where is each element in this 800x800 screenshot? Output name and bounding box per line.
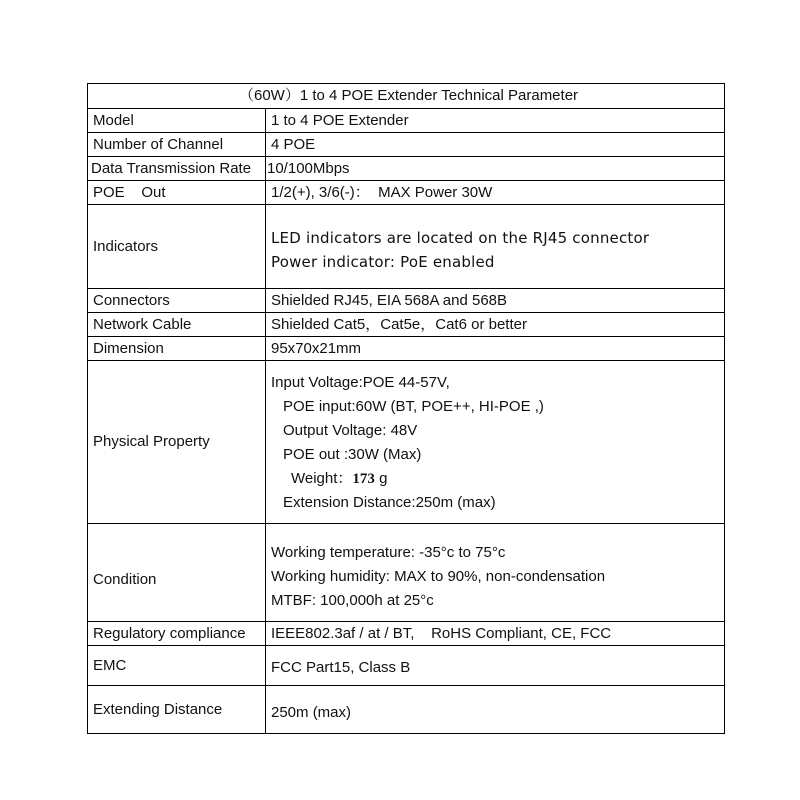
row-value: Shielded Cat5，Cat5e，Cat6 or better [266, 313, 725, 337]
row-label: Regulatory compliance [88, 622, 266, 646]
table-row [88, 337, 725, 361]
table-row [88, 313, 725, 337]
spec-table [87, 83, 725, 734]
row-label: Dimension [88, 337, 266, 361]
row-label: Model [88, 109, 266, 133]
row-value: IEEE802.3af / at / BT, RoHS Compliant, CE, FCC [266, 622, 725, 646]
table-row [88, 524, 725, 622]
physical-line: Extension Distance:250m (max) [283, 494, 496, 511]
weight-unit: g [374, 470, 388, 487]
row-value: 250m (max) [266, 686, 725, 734]
row-value: 10/100Mbps [266, 157, 725, 181]
row-value: FCC Part15, Class B [266, 646, 725, 686]
row-label: POE Out [88, 181, 266, 205]
row-label: Data Transmission Rate [88, 157, 266, 181]
row-value: 1/2(+), 3/6(-)： MAX Power 30W [266, 181, 725, 205]
row-label: Indicators [88, 205, 266, 289]
row-label: Number of Channel [88, 133, 266, 157]
weight-label: Weight： [291, 470, 353, 487]
row-label: Condition [88, 524, 266, 622]
table-row [88, 205, 725, 289]
table-row [88, 109, 725, 133]
row-label: Connectors [88, 289, 266, 313]
row-label: EMC [88, 646, 266, 686]
weight-line [271, 467, 724, 491]
table-row [88, 289, 725, 313]
condition-line: MTBF: 100,000h at 25°c [271, 591, 434, 609]
row-value: 95x70x21mm [266, 337, 725, 361]
weight-value: 173 [352, 471, 375, 487]
row-value [266, 205, 725, 289]
physical-line: Output Voltage: 48V [283, 422, 418, 439]
table-row [88, 157, 725, 181]
physical-line: POE out :30W (Max) [283, 446, 422, 463]
row-value: Shielded RJ45, EIA 568A and 568B [266, 289, 725, 313]
indicator-line: LED indicators are located on the RJ45 connector [271, 228, 650, 247]
row-label: Physical Property [88, 361, 266, 524]
row-value: 1 to 4 POE Extender [266, 109, 725, 133]
condition-line: Working humidity: MAX to 90%, non-condensation [271, 567, 606, 585]
physical-line: Input Voltage:POE 44-57V, [271, 374, 450, 391]
row-value [266, 524, 725, 622]
table-row [88, 133, 725, 157]
row-value [266, 361, 725, 524]
table-row [88, 181, 725, 205]
table-row [88, 622, 725, 646]
row-value: 4 POE [266, 133, 725, 157]
table-title: （60W）1 to 4 POE Extender Technical Parameter [88, 84, 725, 109]
indicator-line: Power indicator: PoE enabled [271, 252, 495, 271]
row-label: Extending Distance [88, 686, 266, 734]
row-label: Network Cable [88, 313, 266, 337]
condition-line: Working temperature: -35°c to 75°c [271, 543, 506, 561]
physical-line: POE input:60W (BT, POE++, HI-POE ,) [283, 398, 544, 415]
table-row [88, 361, 725, 524]
table-row [88, 686, 725, 734]
table-row [88, 646, 725, 686]
